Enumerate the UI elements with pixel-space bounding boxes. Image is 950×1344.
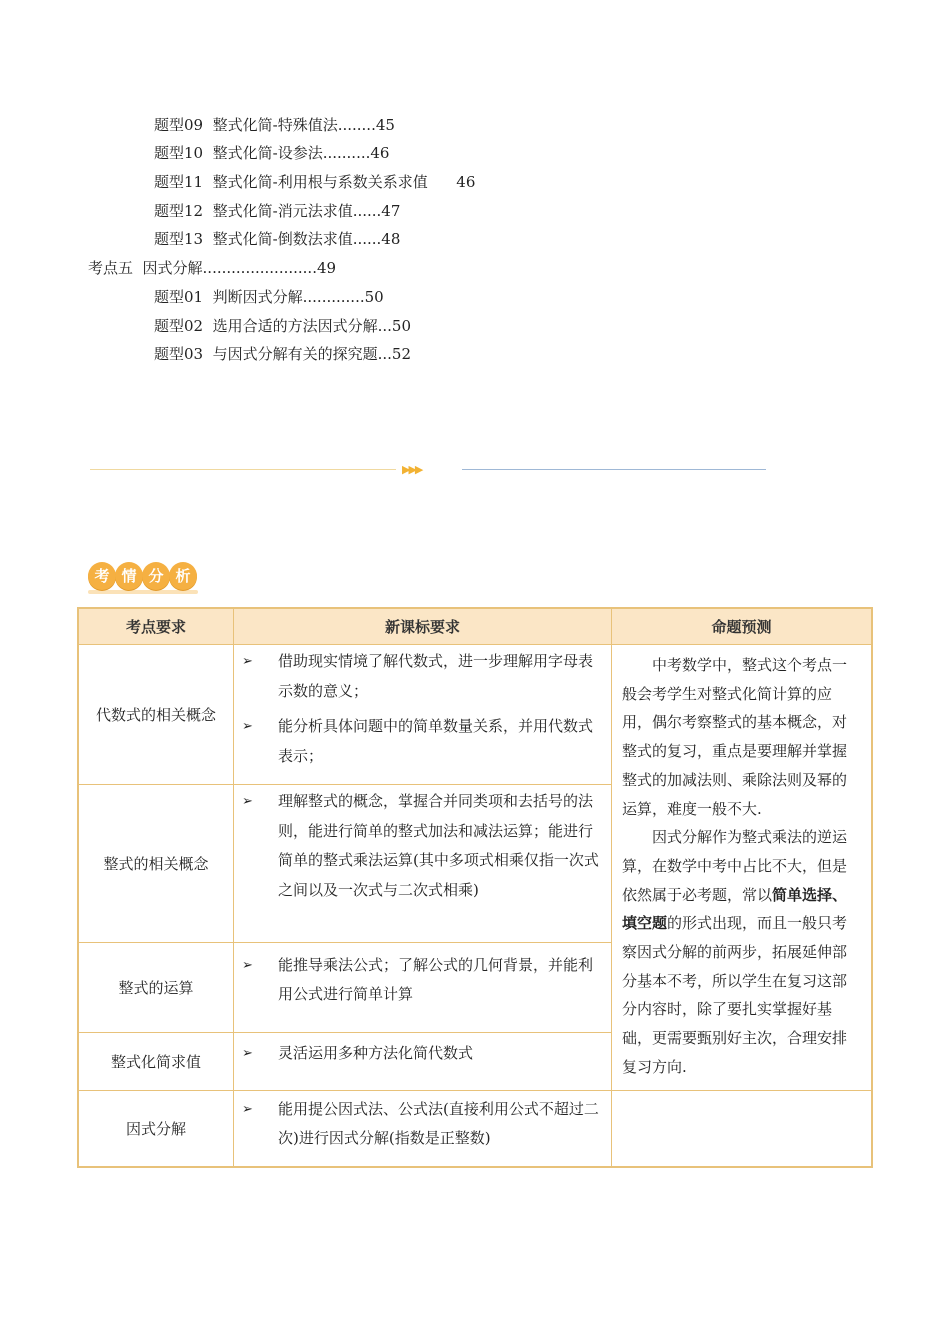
table-row [78,1090,872,1167]
toc-entry[interactable]: 考点五 因式分解........................49 [88,259,337,277]
divider-line-left [90,469,396,470]
table-header-row [78,608,872,645]
toc-entry[interactable]: 题型12 整式化简-消元法求值......47 [154,202,401,220]
header-prediction: 命题预测 [612,608,873,645]
exam-analysis-table [77,607,873,1168]
row-topic: 因式分解 [78,1090,234,1167]
badge-char: 考 [88,562,116,590]
prediction-paragraph: 因式分解作为整式乘法的逆运算，在数学中考中占比不大，但是依然属于必考题，常以简单选择、填空题的形式出现，而且一般只考察因式分解的前两步，拓展延伸部分基本不考，所以学生在复习这部分内容时，除了要扎实掌握好基础，更需要甄别好主次，合理安排复习方向. [622,828,848,1076]
badge-char: 情 [115,562,143,590]
row-requirements [234,785,612,942]
row-topic: 整式化简求值 [78,1032,234,1090]
row-topic: 整式的相关概念 [78,785,234,942]
header-standard: 新课标要求 [234,608,612,645]
toc-entry[interactable]: 题型11 整式化简-利用根与系数关系求值 46 [154,173,476,191]
header-topic: 考点要求 [78,608,234,645]
row-topic: 代数式的相关概念 [78,645,234,785]
badge-underline [88,590,198,594]
toc-entry[interactable]: 题型09 整式化简-特殊值法........45 [154,116,395,134]
requirement-text: 能推导乘法公式；了解公式的几何背景，并能利用公式进行简单计算 [278,955,594,1004]
row-requirements [234,1090,612,1167]
row-requirements [234,942,612,1032]
toc-entry[interactable]: 题型03 与因式分解有关的探究题...52 [154,345,412,363]
divider-line-right [462,469,766,470]
section-title-badge [86,560,206,594]
badge-char: 分 [142,562,170,590]
requirement-text: 能分析具体问题中的简单数量关系，并用代数式表示； [278,717,594,765]
section-divider [90,462,766,478]
arrow-bullet-icon: ➢ [242,1045,253,1061]
toc-entry[interactable]: 题型10 整式化简-设参法..........46 [154,144,390,162]
requirement-text: 理解整式的概念，掌握合并同类项和去括号的法则，能进行简单的整式加法和减法运算；能进行简单的整式乘法运算(其中多项式相乘仅指一次式之间以及一次式与二次式相乘) [278,792,599,899]
table-row [78,645,872,785]
row-requirements [234,1032,612,1090]
toc-entry[interactable]: 题型13 整式化简-倒数法求值......48 [154,230,401,248]
arrow-bullet-icon: ➢ [242,654,253,669]
requirement-text: 借助现实情境了解代数式，进一步理解用字母表示数的意义； [278,652,594,700]
toc-entry[interactable]: 题型02 选用合适的方法因式分解...50 [154,317,412,335]
arrow-bullet-icon: ➢ [242,1101,253,1117]
highlight-text: 简单选择、填空题 [622,885,848,933]
prediction-cell-empty [612,1090,873,1167]
arrow-bullet-icon: ➢ [242,719,253,734]
toc-entry[interactable]: 题型01 判断因式分解.............50 [154,288,384,306]
prediction-cell [612,645,873,1091]
requirement-text: 灵活运用多种方法化简代数式 [278,1043,474,1062]
arrow-bullet-icon: ➢ [242,794,253,810]
triple-arrow-icon: ▶▶▶ [402,463,422,476]
row-requirements [234,645,612,785]
prediction-paragraph: 中考数学中，整式这个考点一般会考学生对整式化简计算的应用，偶尔考察整式的基本概念，对整式的复习，重点是要理解并掌握整式的加减法则、乘除法则及幂的运算，难度一般不大. [622,656,848,818]
arrow-bullet-icon: ➢ [242,957,253,973]
requirement-text: 能用提公因式法、公式法(直接利用公式不超过二次)进行因式分解(指数是正整数) [278,1099,599,1148]
badge-char: 析 [169,562,197,590]
row-topic: 整式的运算 [78,942,234,1032]
